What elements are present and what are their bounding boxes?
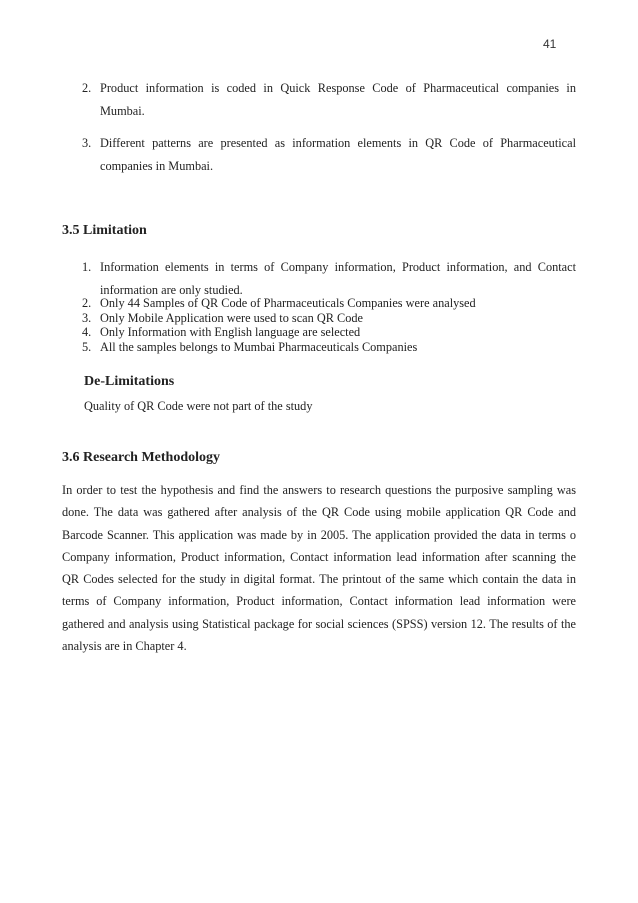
limitation-item (82, 340, 576, 355)
page-number: 41 (543, 37, 557, 51)
limitation-item-number: 5. (82, 340, 92, 354)
limitation-item-number: 1. (82, 260, 92, 274)
limitation-item-text: Information elements in terms of Company information, Product information, and Contact information are only studied. (100, 260, 576, 297)
limitation-item-text: Only Mobile Application were used to scan QR Code (100, 311, 363, 325)
list-item (82, 132, 576, 178)
limitation-item-text: Only Information with English language are selected (100, 325, 361, 339)
section-heading-methodology: 3.6 Research Methodology (62, 450, 220, 465)
limitation-item (82, 325, 576, 340)
limitation-item-number: 4. (82, 325, 92, 339)
limitation-item-text: All the samples belongs to Mumbai Pharmaceuticals Companies (100, 340, 418, 354)
list-item (82, 77, 576, 123)
list-item-text: Product information is coded in Quick Response Code of Pharmaceutical companies in Mumbai. (100, 81, 576, 118)
list-item-number: 2. (82, 81, 92, 95)
subsection-heading-delimitations: De-Limitations (84, 374, 175, 389)
list-item-text: Different patterns are presented as information elements in QR Code of Pharmaceutical companies in Mumbai. (100, 136, 576, 173)
limitation-item (82, 296, 576, 311)
section-heading-limitation: 3.5 Limitation (62, 223, 147, 238)
list-item-number: 3. (82, 136, 92, 150)
limitation-item (82, 311, 576, 326)
limitation-item-number: 3. (82, 311, 92, 325)
limitation-item-text: Only 44 Samples of QR Code of Pharmaceuticals Companies were analysed (100, 296, 476, 310)
delimitations-text: Quality of QR Code were not part of the study (84, 399, 313, 413)
limitation-item-number: 2. (82, 296, 92, 310)
methodology-paragraph: In order to test the hypothesis and find the answers to research questions the purposive sampling was done. The data was gathered after analysis of the QR Code using mobile application QR Code and Barcode Scanner. This application was made by in 2005. The application provided the data in terms o Company information, Product information, Contact information lead information after scanning the QR Codes selected for the study in digital format. The printout of the same which contain the data in terms of Company information, Product information, Contact information lead information were gathered and analysis using Statistical package for social sciences (SPSS) version 12. The results of the analysis are in Chapter 4. (62, 483, 576, 654)
